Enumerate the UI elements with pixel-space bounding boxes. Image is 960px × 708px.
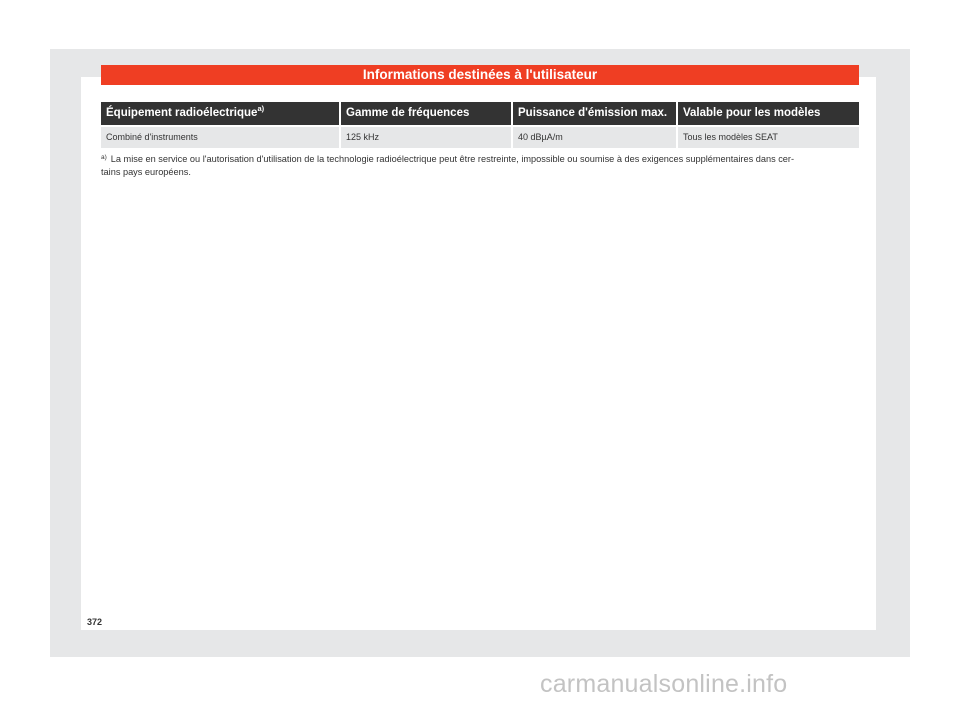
footnote-text-line2: tains pays européens. (101, 167, 191, 177)
table-header-row (101, 102, 859, 125)
table-row (101, 127, 859, 148)
cell-power: 40 dBµA/m (513, 127, 676, 148)
cell-frequency: 125 kHz (341, 127, 511, 148)
section-title: Informations destinées à l'utilisateur (101, 65, 859, 85)
watermark: carmanualsonline.info (540, 670, 788, 698)
page-number: 372 (87, 617, 103, 627)
cell-models: Tous les modèles SEAT (678, 127, 859, 148)
radio-equipment-table (101, 102, 859, 148)
cell-equipment: Combiné d'instruments (101, 127, 339, 148)
header-cell-models: Valable pour les modèles (678, 102, 859, 125)
footnote-text-line1: La mise en service ou l'autorisation d'utilisation de la technologie radioélectrique peut être restreinte, impossible ou soumise à des exigences supplémentaires dans cer- (110, 154, 795, 164)
header-cell-equipment: Équipement radioélectrique$^{a)}$ (101, 102, 339, 125)
header-cell-power: Puissance d'émission max. (513, 102, 676, 125)
header-cell-frequency: Gamme de fréquences (341, 102, 511, 125)
footnote-marker: a) (101, 154, 107, 161)
footnote-ref: a) (257, 104, 265, 113)
footnote (101, 153, 859, 179)
